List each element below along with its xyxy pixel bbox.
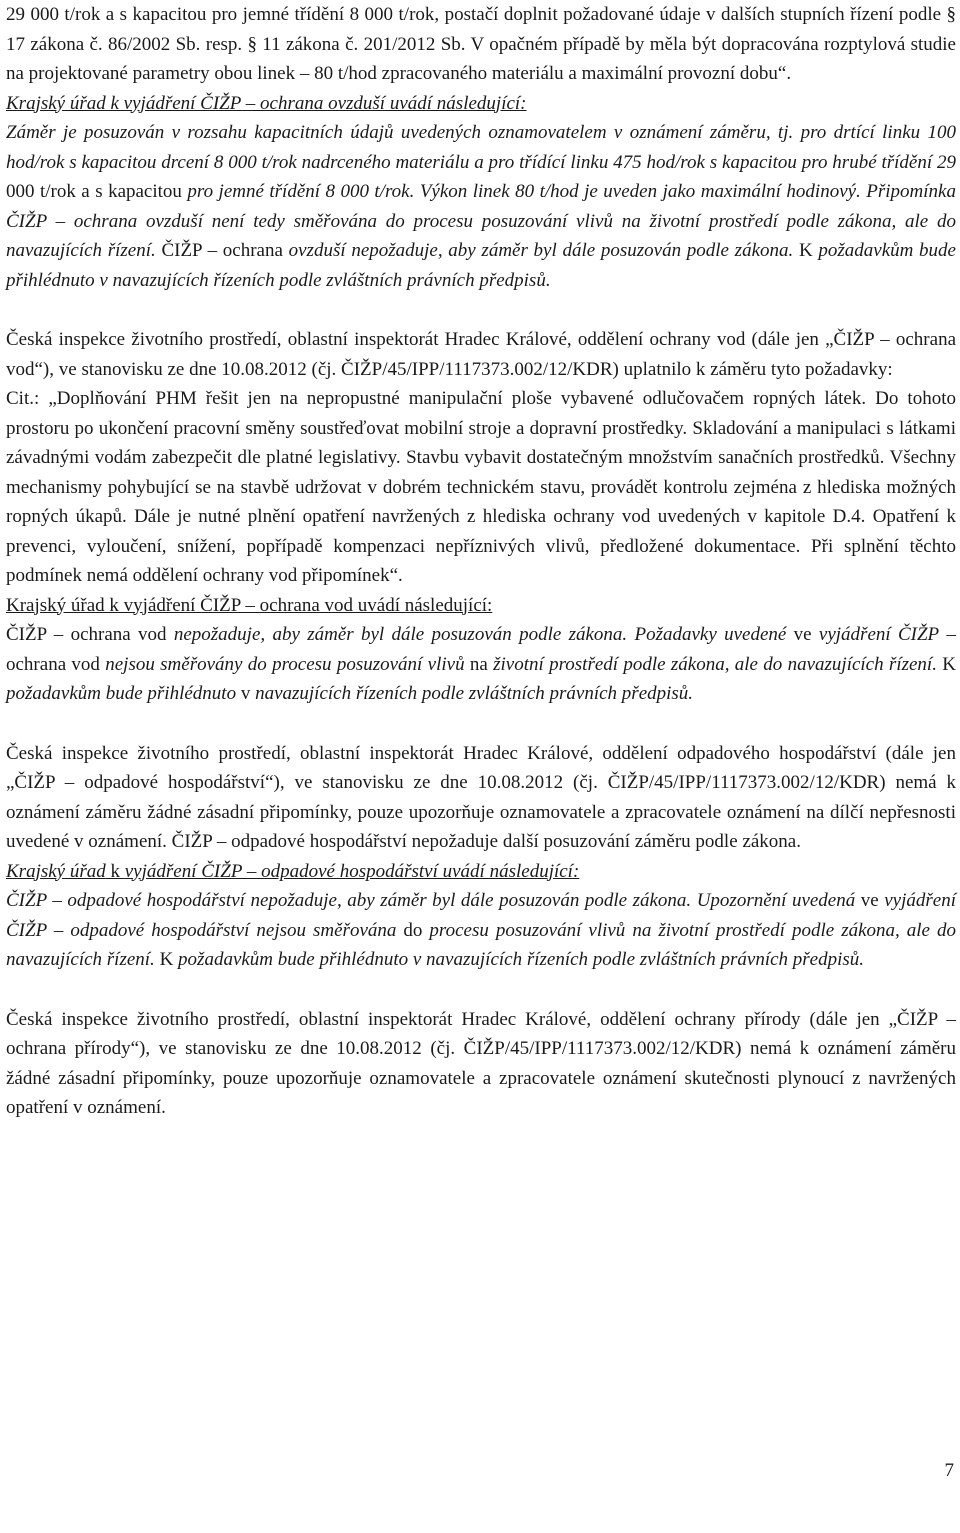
text-run: požadavkům bude přihlédnuto v navazujících řízeních podle zvláštních právních předpisů. [6, 240, 956, 291]
text-run: ČIŽP – ochrana [155, 240, 289, 261]
section-heading-air: Krajský úřad k vyjádření ČIŽP – ochrana ovzduší uvádí následující: [6, 92, 527, 114]
text-run: nepožaduje, aby záměr byl dále posuzován podle zákona. Požadavky uvedené [173, 624, 794, 645]
text-run: požadavkům bude přihlédnuto [6, 683, 241, 704]
text-run: nejsou [105, 653, 155, 675]
text-run: procesu posuzování vlivů na životní prostředí podle zákona, ale do navazujících řízení. [6, 919, 956, 970]
text-run: vyjádření ČIŽP – odpadové hospodářství nejsou směřována [6, 890, 956, 941]
section-heading-waste: Krajský úřad [6, 860, 106, 882]
paragraph-water-citation: Cit.: „Doplňování PHM řešit jen na nepropustné manipulační ploše vybavené odlučovačem ropných látek. Do tohoto prostoru po ukončení pracovní směny soustřeďovat mobilní stroje a dopravní prostředky. Skladování a manipulaci s látkami závadnými vodám zabezpečit dle platné legislativy. Stavbu vybavit dostatečným množstvím sanačních prostředků. Všechny mechanismy pohybující se na stavbě udržovat v dobrém technickém stavu, provádět kontrolu zejména z hlediska možných ropných úkapů. Dále je nutné plnění opatření navržených z hlediska ochrany vod uvedených v kapitole D.4. Opatření k prevenci, vyloučení, snížení, popřípadě kompenzaci nepříznivých vlivů, předložené dokumentace. Při splnění těchto podmínek nemá oddělení ochrany vod připomínek“. [6, 388, 956, 586]
text-run: do [403, 919, 430, 941]
text-run: požadavkům bude přihlédnuto v navazujících řízeních podle zvláštních právních předpisů. [178, 949, 865, 970]
text-run: Záměr je posuzován v rozsahu kapacitních údajů uvedených oznamovatelem v oznámení záměru, tj. pro drtící linku 100 hod/rok s kapacitou drcení 8 000 t/rok nadrceného materiálu a pro třídící linku 475 hod/rok s kapacitou pro hrubé třídění 29 [6, 122, 956, 173]
text-run: ČIŽP – ochrana vod [6, 624, 174, 645]
paragraph-waste-heading [6, 857, 956, 887]
text-run: vyjádření ČIŽP [818, 624, 940, 645]
text-run: K [936, 653, 956, 675]
text-run: ČIŽP – odpadové hospodářství nepožaduje, aby záměr byl dále posuzován podle zákona. Upozornění uvedená [6, 890, 861, 911]
paragraph-nature-intro: Česká inspekce životního prostředí, oblastní inspektorát Hradec Králové, oddělení ochrany přírody (dále jen „ČIŽP – ochrana přírody“), ve stanovisku ze dne 10.08.2012 (čj. ČIŽP/45/IPP/1117373.002/12/KDR) nemá k oznámení záměru žádné zásadní připomínky, pouze upozorňuje oznamovatele a zpracovatele oznámení skutečnosti plynoucí z navržených opatření v oznámení. [6, 1008, 956, 1118]
text-run: K [793, 240, 819, 261]
document-page [6, 0, 956, 1123]
page-number: 7 [944, 1460, 954, 1481]
paragraph-waste-body [6, 886, 956, 975]
text-run: navazujících řízeních podle zvláštních právních předpisů. [255, 683, 694, 704]
text-run: vyjádření ČIŽP – odpadové hospodářství uvádí následující: [124, 860, 580, 882]
paragraph-water-heading [6, 591, 956, 621]
text-run: k [105, 860, 125, 882]
text-run: ovzduší nepožaduje, aby záměr byl dále posuzován podle zákona. [288, 240, 794, 261]
paragraph-continuation [6, 0, 956, 89]
paragraph-waste-intro: Česká inspekce životního prostředí, oblastní inspektorát Hradec Králové, oddělení odpadového hospodářství (dále jen „ČIŽP – odpadové hospodářství“), ve stanovisku ze dne 10.08.2012 (čj. ČIŽP/45/IPP/1117373.002/12/KDR) nemá k oznámení záměru žádné zásadní připomínky, pouze upozorňuje oznamovatele a zpracovatele oznámení na dílčí nepřesnosti uvedené v oznámení. ČIŽP – odpadové hospodářství nepožaduje další posuzování záměru podle zákona. [6, 742, 956, 852]
text-run: směřovány do procesu posuzování vlivů [154, 653, 470, 675]
paragraph-water-intro: Česká inspekce životního prostředí, oblastní inspektorát Hradec Králové, oddělení ochrany vod (dále jen „ČIŽP – ochrana vod“), ve stanovisku ze dne 10.08.2012 (čj. ČIŽP/45/IPP/1117373.002/12/KDR) uplatnilo k záměru tyto požadavky: [6, 329, 956, 380]
text-run: 000 t/rok a s kapacitou [6, 181, 188, 202]
text-run: – ochrana vod [6, 624, 956, 675]
paragraph-water-body [6, 620, 956, 709]
text-run: na [469, 653, 494, 675]
paragraph-air-heading [6, 89, 956, 119]
paragraph-air-body [6, 118, 956, 295]
text-run: K [154, 949, 179, 970]
text-run: životní prostředí podle zákona, ale do navazujících řízení. [493, 653, 937, 675]
text-run: ve [860, 890, 885, 911]
text-run: pro jemné třídění 8 000 t/rok. Výkon linek 80 t/hod je uveden jako maximální hodinový. Připomínka ČIŽP – ochrana ovzduší není tedy směřována do procesu posuzování vlivů na životní prostředí podle zákona, ale do navazujících řízení. [6, 181, 956, 261]
text-run: v [240, 683, 256, 704]
text-run: ve [793, 624, 819, 645]
paragraph-text: 29 000 t/rok a s kapacitou pro jemné třídění 8 000 t/rok, postačí doplnit požadované údaje v dalších stupních řízení podle § 17 zákona č. 86/2002 Sb. resp. § 11 zákona č. 201/2012 Sb. V opačném případě by měla být dopracována rozptylová studie na projektované parametry obou linek – 80 t/hod zpracovaného materiálu a maximální provozní dobu“. [6, 4, 956, 84]
section-heading-water: Krajský úřad k vyjádření ČIŽP – ochrana vod uvádí následující: [6, 594, 493, 616]
